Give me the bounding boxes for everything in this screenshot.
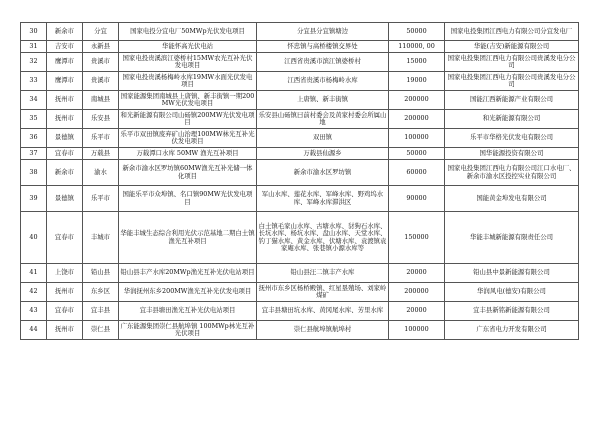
city-cell: 新余市 <box>47 23 83 41</box>
capacity-cell: 50000 <box>389 23 445 41</box>
company-cell: 国家电投集团江西电力有限公司贵溪发电分公司 <box>445 72 579 91</box>
site-cell: 万载县仙源乡 <box>257 148 389 160</box>
project-name-cell: 广东能源集团崇仁县航埠镇 100MWp林光互补 光伏项目 <box>119 321 257 340</box>
row-number: 32 <box>21 53 47 72</box>
row-number: 39 <box>21 186 47 212</box>
company-cell: 华润风电(德安)有限公司 <box>445 283 579 302</box>
project-name-cell: 国家电投贵溪杨梅岭水库19MW水面光伏发电项目 <box>119 72 257 91</box>
table-row <box>21 129 579 148</box>
site-cell: 白土镇毛家山水库、古塘水库、豺狗石水库、长坑水库、杨坑水库、盘山水库、天堂水库、钓丁猫水库、黄金水库、伏塘水库、袁渡镇袁家庵水库、张巷镇小源水库等 <box>257 212 389 264</box>
site-cell: 上唐镇、新丰街镇 <box>257 91 389 110</box>
capacity-cell: 19000 <box>389 72 445 91</box>
county-cell: 东乡区 <box>83 283 119 302</box>
county-cell: 乐安县 <box>83 110 119 129</box>
row-number: 31 <box>21 41 47 53</box>
row-number: 43 <box>21 302 47 321</box>
capacity-cell: 20000 <box>389 264 445 283</box>
site-cell: 江西省贵溪市滨江镇婆桥村 <box>257 53 389 72</box>
company-cell: 国家电投集团江西电力有限公司江口水电厂、新余市渝水区投控实业有限公司 <box>445 160 579 186</box>
county-cell: 崇仁县 <box>83 321 119 340</box>
row-number: 34 <box>21 91 47 110</box>
capacity-cell: 110000, 00 <box>389 41 445 53</box>
county-cell: 乐平市 <box>83 186 119 212</box>
city-cell: 景德镇 <box>47 129 83 148</box>
capacity-cell: 90000 <box>389 186 445 212</box>
table-body <box>21 23 579 340</box>
table-row <box>21 302 579 321</box>
project-name-cell: 铅山县丰产水库20MWp渔光互补光伏电站项目 <box>119 264 257 283</box>
site-cell: 乐安县山砀镇曰前村委会及黄家村委会所属山地 <box>257 110 389 129</box>
row-number: 35 <box>21 110 47 129</box>
project-name-cell: 国家电投贵溪滨江婆桥村15MW农光互补光伏发电项目 <box>119 53 257 72</box>
project-name-cell: 国能乐平市众埠镇、名口镇90MW光伏发电项目 <box>119 186 257 212</box>
city-cell: 吉安市 <box>47 41 83 53</box>
company-cell: 华能丰城新能源有限责任公司 <box>445 212 579 264</box>
row-number: 33 <box>21 72 47 91</box>
project-table <box>20 22 579 340</box>
company-cell: 铅山县中景新能源有限公司 <box>445 264 579 283</box>
company-cell: 国能黄金埠发电有限公司 <box>445 186 579 212</box>
site-cell: 分宜县分宜镇塘边 <box>257 23 389 41</box>
company-cell: 国家电投集团江西电力有限公司分宜发电厂 <box>445 23 579 41</box>
capacity-cell: 150000 <box>389 212 445 264</box>
capacity-cell: 200000 <box>389 110 445 129</box>
county-cell: 永新县 <box>83 41 119 53</box>
capacity-cell: 200000 <box>389 283 445 302</box>
city-cell: 鹰潭市 <box>47 53 83 72</box>
county-cell: 南城县 <box>83 91 119 110</box>
county-cell: 渝水 <box>83 160 119 186</box>
capacity-cell: 100000 <box>389 129 445 148</box>
table-row <box>21 72 579 91</box>
project-name-cell: 华能怀高光伏电站 <box>119 41 257 53</box>
project-name-cell: 国家电投分宜电厂50MWp光伏发电项目 <box>119 23 257 41</box>
county-cell: 分宜 <box>83 23 119 41</box>
capacity-cell: 15000 <box>389 53 445 72</box>
table-row <box>21 23 579 41</box>
table-row <box>21 91 579 110</box>
site-cell: 新余市渝水区罗坊镇 <box>257 160 389 186</box>
project-name-cell: 国家能源集团南城县上唐镇、新丰街镇一期200MW光伏发电项目 <box>119 91 257 110</box>
company-cell: 国家电投集团江西电力有限公司贵溪发电分公司 <box>445 53 579 72</box>
table-row <box>21 212 579 264</box>
site-cell: 怀忠镇与高桥楼镇交界处 <box>257 41 389 53</box>
site-cell: 军山水库、莲花水库、军峰水库、野鸡坞水库、军峰水库滞洪区 <box>257 186 389 212</box>
county-cell: 乐平市 <box>83 129 119 148</box>
site-cell: 宜丰县塘田坑水库、黄冈尾水库、芳里水库 <box>257 302 389 321</box>
city-cell: 鹰潭市 <box>47 72 83 91</box>
company-cell: 国华能源投资有限公司 <box>445 148 579 160</box>
capacity-cell: 60000 <box>389 160 445 186</box>
city-cell: 景德镇 <box>47 186 83 212</box>
row-number: 30 <box>21 23 47 41</box>
company-cell: 宜丰县新铭新能源有限公司 <box>445 302 579 321</box>
city-cell: 宜春市 <box>47 302 83 321</box>
table-row <box>21 53 579 72</box>
capacity-cell: 20000 <box>389 302 445 321</box>
company-cell: 国能江西新能源产业有限公司 <box>445 91 579 110</box>
table-row <box>21 283 579 302</box>
capacity-cell: 200000 <box>389 91 445 110</box>
table-row <box>21 321 579 340</box>
project-name-cell: 和光新能源有限公司山砀镇200MW光伏发电项目 <box>119 110 257 129</box>
row-number: 38 <box>21 160 47 186</box>
site-cell: 双田镇 <box>257 129 389 148</box>
company-cell: 广东省电力开发有限公司 <box>445 321 579 340</box>
company-cell: 和光新能源有限公司 <box>445 110 579 129</box>
city-cell: 宜春市 <box>47 148 83 160</box>
row-number: 42 <box>21 283 47 302</box>
site-cell: 崇仁县航埠镇航埠村 <box>257 321 389 340</box>
project-name-cell: 新余市渝水区罗坊镇60MW渔光互补光储一体化项目 <box>119 160 257 186</box>
capacity-cell: 50000 <box>389 148 445 160</box>
city-cell: 宜春市 <box>47 212 83 264</box>
table-row <box>21 264 579 283</box>
county-cell: 贵溪市 <box>83 53 119 72</box>
row-number: 36 <box>21 129 47 148</box>
capacity-cell: 100000 <box>389 321 445 340</box>
table-row <box>21 186 579 212</box>
company-cell: 乐平市华格光伏发电有限公司 <box>445 129 579 148</box>
project-name-cell: 宜丰县塘田渔光互补光伏电站项目 <box>119 302 257 321</box>
project-name-cell: 华润抚州东乡200MW渔光互补光伏发电项目 <box>119 283 257 302</box>
project-name-cell: 万载潭口水库 50MW 渔光互补项目 <box>119 148 257 160</box>
county-cell: 丰城市 <box>83 212 119 264</box>
site-cell: 抚州市东乡区杨桥殿镇、红星垦殖场、刘家岭煤矿 <box>257 283 389 302</box>
city-cell: 新余市 <box>47 160 83 186</box>
city-cell: 上饶市 <box>47 264 83 283</box>
project-name-cell: 乐平市双田镇废弃矿山治理100MW林光互补光伏发电项目 <box>119 129 257 148</box>
county-cell: 万载县 <box>83 148 119 160</box>
county-cell: 铅山县 <box>83 264 119 283</box>
city-cell: 抚州市 <box>47 283 83 302</box>
row-number: 41 <box>21 264 47 283</box>
city-cell: 抚州市 <box>47 110 83 129</box>
site-cell: 江西省贵溪市杨梅岭水库 <box>257 72 389 91</box>
row-number: 44 <box>21 321 47 340</box>
table-row <box>21 148 579 160</box>
county-cell: 宜丰县 <box>83 302 119 321</box>
project-name-cell: 华能丰城生态综合利用光伏示范基地二期白土镇渔光互补项目 <box>119 212 257 264</box>
county-cell: 贵溪市 <box>83 72 119 91</box>
row-number: 40 <box>21 212 47 264</box>
table-row <box>21 41 579 53</box>
table-row <box>21 160 579 186</box>
table-row <box>21 110 579 129</box>
city-cell: 抚州市 <box>47 91 83 110</box>
site-cell: 铅山县汪二镇丰产水库 <box>257 264 389 283</box>
row-number: 37 <box>21 148 47 160</box>
city-cell: 抚州市 <box>47 321 83 340</box>
company-cell: 华能(吉安)新能源有限公司 <box>445 41 579 53</box>
